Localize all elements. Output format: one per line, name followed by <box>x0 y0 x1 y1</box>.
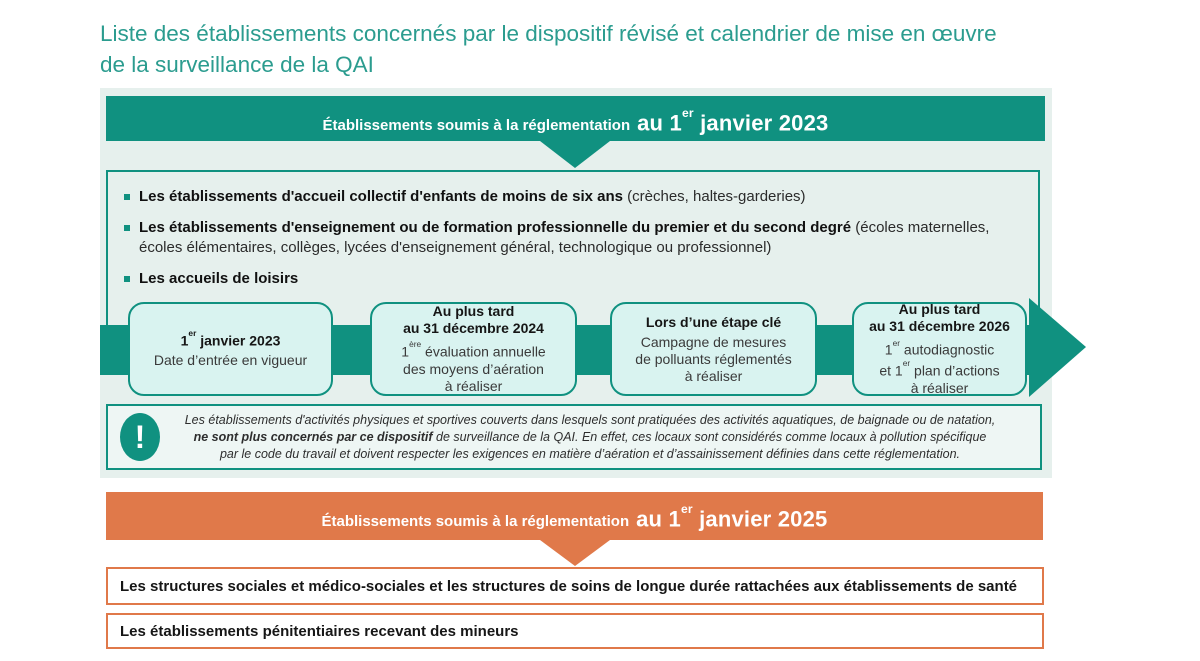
banner-2025-label: Établissements soumis à la réglementation <box>321 513 630 531</box>
timeline-step-4 <box>852 302 1027 396</box>
page-title-line1: Liste des établissements concernés par le dispositif révisé et calendrier de mise en œuvre <box>100 21 997 46</box>
timeline-arrow-icon <box>1029 298 1086 397</box>
timeline-step-1-subtitle: Date d’entrée en vigueur <box>153 352 308 369</box>
establishment-2025-box-2: Les établissements pénitentiaires recevant des mineurs <box>106 613 1044 649</box>
timeline-step-4-subtitle: 1er autodiagnostic et 1er plan d’actions à réaliser <box>879 337 1000 396</box>
timeline-step-3-subtitle: Campagne de mesures de polluants réglementés à réaliser <box>635 333 792 384</box>
banner-2025-pointer-icon <box>540 540 610 566</box>
banner-2025 <box>106 492 1043 540</box>
bullet-square-icon <box>124 225 130 231</box>
exclamation-icon: ! <box>120 413 160 461</box>
timeline-step-2-subtitle: 1ère évaluation annuelle des moyens d’aération à réaliser <box>401 339 546 394</box>
bullet-square-icon <box>124 194 130 200</box>
section-2023-panel <box>100 88 1052 478</box>
list-item: Les établissements d'enseignement ou de formation professionnelle du premier et du second degré (écoles maternelles, écoles élémentaires, collèges, lycées d'enseignement général, technologique ou professionnel) <box>124 218 1018 258</box>
list-item: Les accueils de loisirs <box>124 269 1018 289</box>
banner-2023-label: Établissements soumis à la réglementation <box>322 117 631 135</box>
establishment-2025-box-1: Les structures sociales et médico-sociales et les structures de soins de longue durée rattachées aux établissements de santé <box>106 567 1044 605</box>
timeline-step-2-title: Au plus tard au 31 décembre 2024 <box>403 303 544 337</box>
banner-2025-date: au 1er janvier 2025 <box>636 501 828 532</box>
bullet-square-icon <box>124 276 130 282</box>
list-item: Les établissements d'accueil collectif d'enfants de moins de six ans (crèches, haltes-garderies) <box>124 187 1018 207</box>
note-line-2: ne sont plus concernés par ce dispositif de surveillance de la QAI. En effet, ces locaux sont considérés comme locaux à pollution spécifique <box>193 429 987 444</box>
note-line-3: par le code du travail et doivent respecter les exigences en matière d’aération et d’assainissement définies dans cette réglementation. <box>219 446 960 461</box>
banner-2023-pointer-icon <box>540 141 610 168</box>
establishments-2023-list <box>108 172 1038 289</box>
note-line-1: Les établissements d'activités physiques et sportives couverts dans lesquels sont pratiquées des activités aquatiques, de baignade ou de natation, <box>184 412 996 427</box>
warning-note-text <box>160 412 1040 463</box>
banner-2023-date: au 1er janvier 2023 <box>637 105 829 136</box>
timeline-step-4-title: Au plus tard au 31 décembre 2026 <box>869 301 1010 335</box>
page-title-line2: de la surveillance de la QAI <box>100 52 374 77</box>
warning-note <box>106 404 1042 470</box>
timeline-step-3-title: Lors d’une étape clé <box>645 313 782 330</box>
banner-2023 <box>106 96 1045 141</box>
timeline-step-2 <box>370 302 577 396</box>
page-title <box>100 18 1120 80</box>
timeline-step-1 <box>128 302 333 396</box>
timeline-step-3 <box>610 302 817 396</box>
timeline-step-1-title: 1er janvier 2023 <box>180 327 281 349</box>
